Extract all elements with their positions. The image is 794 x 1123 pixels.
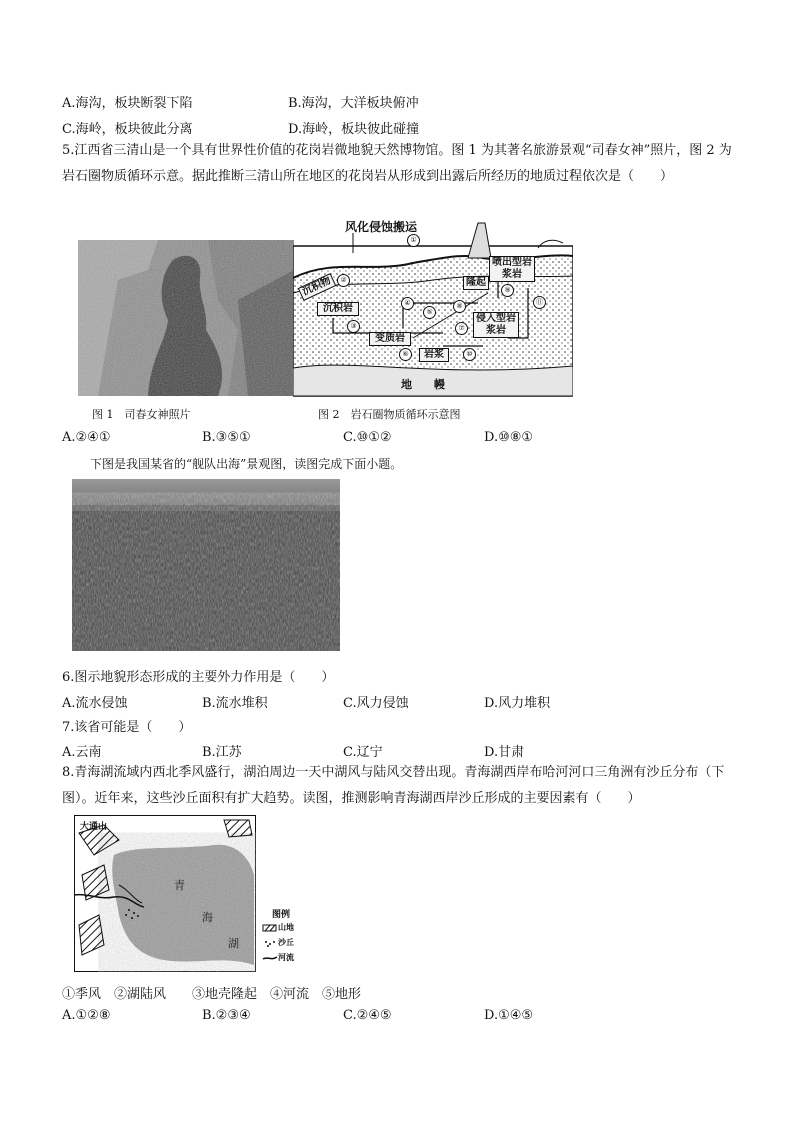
q6-question-text: 6.图示地貌形态形成的主要外力作用是（ ） — [62, 670, 335, 685]
q8-option-d: D.①④⑤ — [484, 1008, 534, 1023]
step-number: ② — [337, 274, 350, 287]
step-number: ⑥ — [399, 348, 412, 361]
step-number: ④ — [401, 297, 414, 310]
label-magma: 岩浆 — [419, 348, 449, 362]
fig1-caption: 图 1 司春女神照片 — [92, 408, 191, 421]
q4-option-b: B.海沟，大洋板块俯冲 — [288, 96, 419, 111]
fig2-rock-cycle-diagram — [293, 218, 573, 398]
step-number: ⑩ — [463, 348, 476, 361]
label-intrusive-rock: 侵入型岩浆岩 — [473, 312, 519, 338]
qinghai-lake-map — [74, 815, 256, 972]
q7-option-c: C.辽宁 — [343, 745, 383, 760]
q7-option-d: D.甘肃 — [484, 745, 525, 760]
q5-question-text: 5.江西省三清山是一个具有世界性价值的花岗岩微地貌天然博物馆。图 1 为其著名旅游景观“司春女神”照片，图 2 为岩石圈物质循环示意。据此推断三清山所在地区的花岗岩从形成到出露后所经历的地质过程依次是（ ） — [62, 143, 732, 184]
q7-question-text: 7.该省可能是（ ） — [62, 720, 192, 735]
step-number: ⑨ — [501, 284, 514, 297]
q4-option-d: D.海岭，板块彼此碰撞 — [288, 122, 420, 137]
label-extrusive-rock: 喷出型岩浆岩 — [489, 256, 535, 282]
lake-char: 青 — [174, 879, 185, 892]
q8-option-b: B.②③④ — [202, 1008, 251, 1023]
q8-option-c: C.②④⑤ — [343, 1008, 392, 1023]
fig2-caption: 图 2 岩石圈物质循环示意图 — [318, 408, 461, 421]
legend-title: 图例 — [272, 910, 291, 920]
q8-option-a: A.①②⑧ — [62, 1008, 111, 1023]
legend-river: 河流 — [262, 952, 294, 963]
label-uplift: 隆起 — [463, 276, 489, 290]
q8-factors: ①季风 ②湖陆风 ③地壳隆起 ④河流 ⑤地形 — [62, 987, 362, 1002]
step-number: ① — [407, 234, 420, 247]
mountain-label: 大通山 — [80, 822, 108, 832]
q8-question-text: 8.青海湖流域内西北季风盛行，湖泊周边一天中湖风与陆风交替出现。青海湖西岸布哈河河口三角洲有沙丘分布（下图）。近年来，这些沙丘面积有扩大趋势。读图，推测影响青海湖西岸沙丘形成的主要因素有（ ） — [62, 765, 725, 806]
q6-option-b: B.流水堆积 — [202, 696, 268, 711]
fig1-photo — [78, 240, 294, 396]
q7-option-a: A.云南 — [62, 745, 102, 760]
label-mantle: 地 幔 — [401, 378, 445, 391]
step-number: ③ — [347, 320, 360, 333]
label-metamorphic-rock: 变质岩 — [369, 332, 411, 346]
lake-char: 海 — [202, 911, 213, 924]
q67-intro: 下图是我国某省的“舰队出海”景观图，读图完成下面小题。 — [90, 457, 403, 471]
q6-option-c: C.风力侵蚀 — [343, 696, 409, 711]
river-line-icon — [262, 954, 278, 962]
fleet-landscape-photo — [72, 479, 340, 651]
step-number: ⑪ — [533, 296, 546, 309]
diagram-title: 风化侵蚀搬运 — [345, 220, 418, 234]
q5-option-d: D.⑩⑧① — [484, 430, 534, 445]
q4-option-c: C.海岭，板块彼此分离 — [62, 122, 193, 137]
step-number: ⑤ — [423, 306, 436, 319]
step-number: ⑧ — [453, 300, 466, 313]
step-number: ⑦ — [455, 322, 468, 335]
q5-option-b: B.③⑤① — [202, 430, 251, 445]
q5-option-a: A.②④① — [62, 430, 111, 445]
lake-char: 湖 — [228, 937, 239, 950]
q5-option-c: C.⑩①② — [343, 430, 392, 445]
q7-option-b: B.江苏 — [202, 745, 242, 760]
label-sedimentary-rock: 沉积岩 — [317, 302, 359, 316]
q6-option-d: D.风力堆积 — [484, 696, 551, 711]
dune-dots-icon — [262, 939, 278, 947]
label-sediment: 沉积物 — [298, 273, 337, 301]
mountain-hatch-icon — [262, 924, 278, 932]
q4-option-a: A.海沟，板块断裂下陷 — [62, 96, 193, 111]
q6-option-a: A.流水侵蚀 — [62, 696, 128, 711]
legend-dune: 沙丘 — [262, 937, 294, 948]
legend-mountain: 山地 — [262, 922, 294, 933]
